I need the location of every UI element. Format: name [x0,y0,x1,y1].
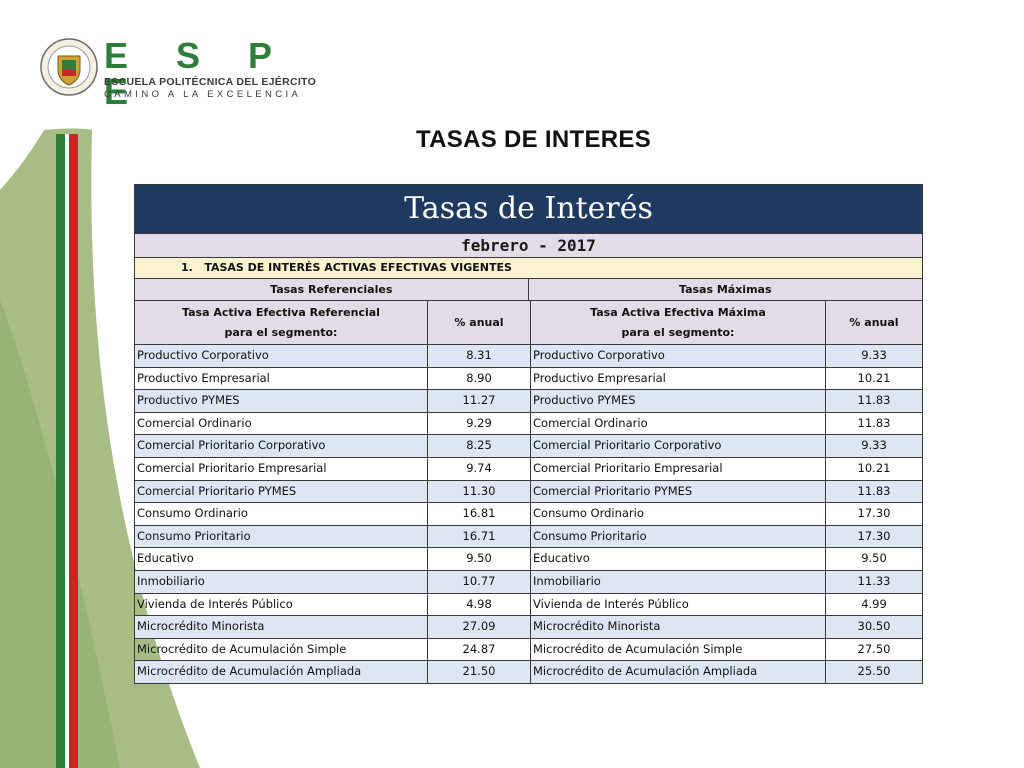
col-header-unit-text: % anual [454,315,504,329]
maximum-segment-cell: Consumo Prioritario [531,526,826,548]
col-header-maximum-segment [531,301,826,344]
col-header-unit-text: % anual [849,315,899,329]
table-row [135,345,922,368]
referential-rate-cell: 11.27 [428,390,531,412]
table-banner-title: Tasas de Interés [135,185,922,234]
col-header-line1: Tasa Activa Efectiva Referencial [182,305,380,319]
maximum-segment-cell: Educativo [531,548,826,570]
col-header-line2: para el segmento: [621,325,735,339]
referential-segment-cell: Consumo Ordinario [135,503,428,525]
maximum-rate-cell: 11.33 [857,573,891,588]
referential-segment-cell: Comercial Prioritario Empresarial [135,458,428,480]
maximum-segment-cell: Consumo Ordinario [531,503,826,525]
maximum-segment-cell: Vivienda de Interés Público [531,594,826,616]
group-header-row [135,279,922,301]
maximum-segment-cell: Microcrédito de Acumulación Ampliada [531,661,826,683]
col-header-line2: para el segmento: [224,325,338,339]
referential-segment-cell: Productivo Corporativo [135,345,428,367]
table-body [135,345,922,683]
referential-segment-cell: Inmobiliario [135,571,428,593]
column-header-row [135,301,922,345]
referential-segment-cell: Comercial Prioritario Corporativo [135,435,428,457]
table-row [135,368,922,391]
col-header-referential-segment [135,301,428,344]
logo-motto: CAMINO A LA EXCELENCIA [104,89,302,100]
interest-rates-table [134,184,923,684]
referential-rate-cell: 8.25 [428,435,531,457]
table-row [135,639,922,662]
table-section-title: 1. TASAS DE INTERÉS ACTIVAS EFECTIVAS VIGENTES [135,258,922,279]
maximum-rate-cell: 11.83 [857,483,891,498]
referential-rate-cell: 9.74 [428,458,531,480]
slide-title: TASAS DE INTERES [416,126,652,153]
group-referential-header: Tasas Referenciales [135,279,529,300]
logo-letters: E S P E [104,35,291,112]
espe-logo [40,35,317,112]
maximum-segment-cell: Comercial Prioritario Corporativo [531,435,826,457]
col-header-referential-unit [428,301,531,344]
maximum-rate-cell: 25.50 [857,664,891,679]
table-row [135,481,922,504]
maximum-segment-cell: Microcrédito Minorista [531,616,826,638]
maximum-rate-cell: 17.30 [857,506,891,521]
maximum-segment-cell: Comercial Ordinario [531,413,826,435]
maximum-rate-cell: 30.50 [857,619,891,634]
table-row [135,548,922,571]
maximum-rate-cell: 9.33 [861,438,887,453]
table-row [135,571,922,594]
maximum-rate-cell: 10.21 [857,370,891,385]
referential-rate-cell: 16.71 [428,526,531,548]
maximum-rate-cell: 27.50 [857,641,891,656]
referential-segment-cell: Comercial Prioritario PYMES [135,481,428,503]
referential-segment-cell: Consumo Prioritario [135,526,428,548]
maximum-rate-cell: 10.21 [857,460,891,475]
referential-rate-cell: 10.77 [428,571,531,593]
maximum-segment-cell: Productivo Empresarial [531,368,826,390]
maximum-rate-cell: 9.50 [861,551,887,566]
espe-seal-icon [40,38,98,96]
maximum-segment-cell: Microcrédito de Acumulación Simple [531,639,826,661]
referential-segment-cell: Comercial Ordinario [135,413,428,435]
maximum-rate-cell: 11.83 [857,393,891,408]
referential-rate-cell: 9.50 [428,548,531,570]
referential-rate-cell: 21.50 [428,661,531,683]
referential-rate-cell: 4.98 [428,594,531,616]
maximum-segment-cell: Comercial Prioritario Empresarial [531,458,826,480]
table-row [135,594,922,617]
referential-rate-cell: 11.30 [428,481,531,503]
maximum-segment-cell: Productivo Corporativo [531,345,826,367]
table-row [135,458,922,481]
maximum-segment-cell: Productivo PYMES [531,390,826,412]
referential-segment-cell: Productivo Empresarial [135,368,428,390]
maximum-rate-cell: 4.99 [861,596,887,611]
table-row [135,435,922,458]
table-row [135,616,922,639]
referential-rate-cell: 8.31 [428,345,531,367]
table-row [135,413,922,436]
logo-institution-name: ESCUELA POLITÉCNICA DEL EJÉRCITO [104,76,317,88]
referential-segment-cell: Microcrédito de Acumulación Simple [135,639,428,661]
referential-segment-cell: Productivo PYMES [135,390,428,412]
maximum-rate-cell: 9.33 [861,348,887,362]
referential-rate-cell: 16.81 [428,503,531,525]
referential-rate-cell: 27.09 [428,616,531,638]
maximum-segment-cell: Comercial Prioritario PYMES [531,481,826,503]
col-header-line1: Tasa Activa Efectiva Máxima [590,305,766,319]
referential-segment-cell: Educativo [135,548,428,570]
table-row [135,526,922,549]
table-row [135,503,922,526]
maximum-rate-cell: 17.30 [857,528,891,543]
referential-segment-cell: Microcrédito de Acumulación Ampliada [135,661,428,683]
referential-rate-cell: 9.29 [428,413,531,435]
table-row [135,661,922,683]
group-maximum-header: Tasas Máximas [678,283,772,296]
col-header-maximum-unit [826,301,922,344]
referential-rate-cell: 24.87 [428,639,531,661]
referential-segment-cell: Vivienda de Interés Público [135,594,428,616]
maximum-segment-cell: Inmobiliario [531,571,826,593]
referential-rate-cell: 8.90 [428,368,531,390]
referential-segment-cell: Microcrédito Minorista [135,616,428,638]
table-row [135,390,922,413]
table-month: febrero - 2017 [135,234,922,258]
maximum-rate-cell: 11.83 [857,415,891,430]
